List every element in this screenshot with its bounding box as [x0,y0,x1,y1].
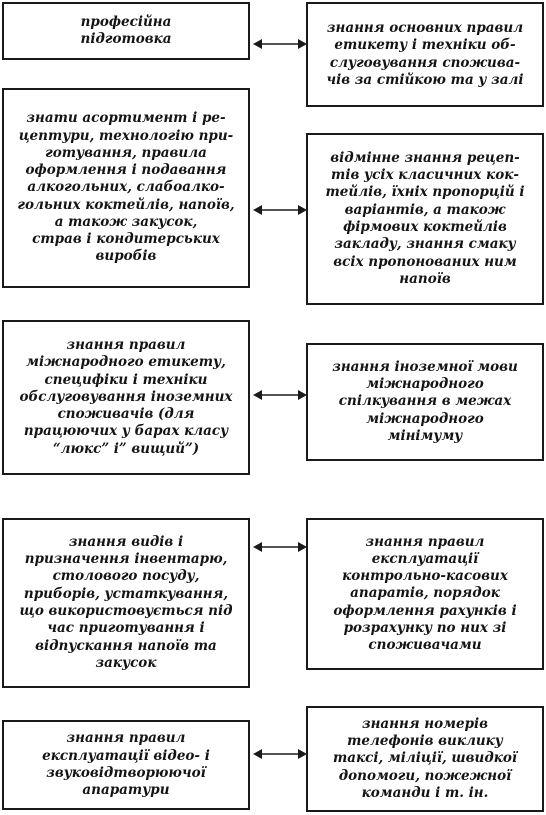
left-box-3-text: знання правил міжнародного етикету, специфіки і техніки обслуговування іноземних споживачів (для працюючих у барах класу “люкс” і” вищий”) [19,337,233,457]
right-box-4 [306,518,544,670]
right-box-3 [306,343,544,461]
left-box-4-text: знання видів і призначення інвентарю, столового посуду, приборів, устаткування, що використовується під час приготування і відпускання напоїв та закусок [19,533,233,671]
left-box-5 [2,720,250,810]
right-box-1-text: знання основних правил етикету і техніки об- слуговування спожива- чів за стійкою та у залі [326,19,524,88]
left-box-5-text: знання правил експлуатації відео- і звуковідтворюючої апаратури [42,730,210,799]
double-arrow-icon [253,203,307,217]
left-box-2-text: знати асортимент і ре- цептури, технологію при- готування, правила оформлення і подавання алкогольних, слабоалко- гольних коктейлів, напоїв, а також закусок, страв і кондитерських виробів [17,110,235,265]
left-box-3 [2,320,250,475]
double-arrow-icon [253,747,307,761]
double-arrow-icon [253,540,307,554]
right-box-2 [306,133,544,305]
left-box-1 [2,2,250,60]
right-box-2-text: відмінне знання рецеп- тів усіх класичних кок- тейлів, їхніх пропорцій і варіантів, а також фірмових коктейлів закладу, знання смаку всіх пропонованих ним напоїв [325,149,525,287]
right-box-4-text: знання правил експлуатації контрольно-касових апаратів, порядок оформлення рахунків і розрахунку по них зі споживачами [333,533,517,654]
left-box-2 [2,88,250,288]
right-box-5-text: знання номерів телефонів виклику таксі, міліції, швидкої допомоги, пожежної команди і т. ін. [332,715,517,801]
right-box-3-text: знання іноземної мови міжнародного спілкування в межах міжнародного мінімуму [332,358,518,444]
right-box-1 [306,2,544,107]
left-box-4 [2,518,250,688]
right-box-5 [306,706,544,812]
left-box-1-text: професійна підготовка [80,13,172,47]
double-arrow-icon [253,37,307,51]
double-arrow-icon [253,388,307,402]
